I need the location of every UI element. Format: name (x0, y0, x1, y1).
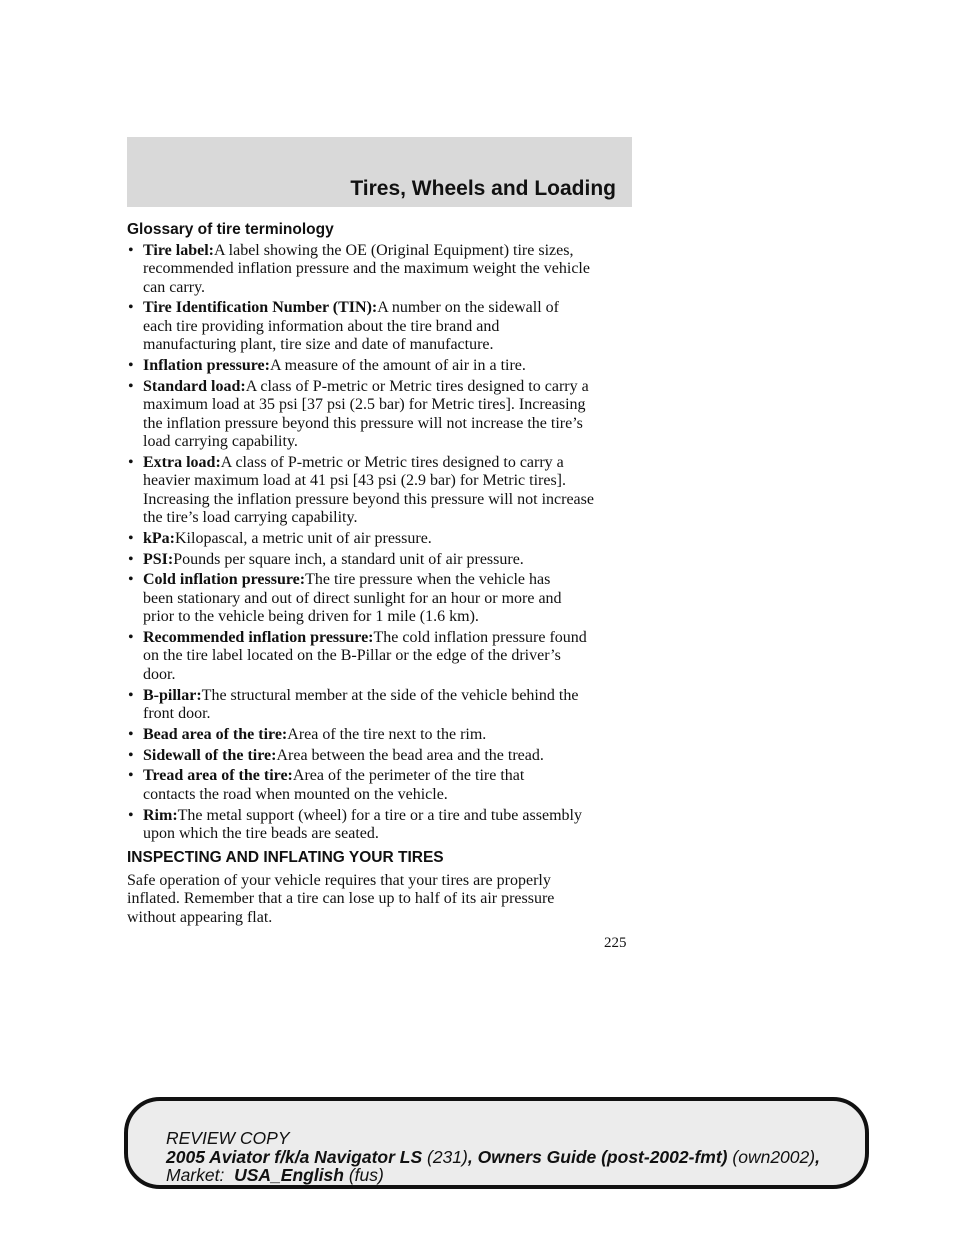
item-line (143, 299, 647, 317)
item-line (143, 726, 647, 744)
glossary-term: Tread area of the tire: (143, 767, 293, 785)
section-title: Tires, Wheels and Loading (350, 177, 616, 200)
bullet-icon: • (128, 571, 134, 589)
item-line (143, 530, 647, 548)
glossary-definition: heavier maximum load at 41 psi [43 psi (2.9 bar) for Metric tires]. (143, 472, 566, 490)
glossary-term: Recommended inflation pressure: (143, 629, 374, 647)
glossary-definition: A class of P-metric or Metric tires designed to carry a (245, 377, 589, 395)
glossary-definition: upon which the tire beads are seated. (143, 825, 379, 843)
bullet-icon: • (128, 550, 134, 568)
glossary-item (127, 767, 647, 804)
glossary-definition: been stationary and out of direct sunlight for an hour or more and (143, 589, 562, 607)
glossary-definition: Area of the perimeter of the tire that (292, 767, 525, 785)
item-line (143, 825, 647, 843)
glossary-item (127, 357, 647, 375)
bullet-icon: • (128, 241, 134, 259)
glossary-term: Sidewall of the tire: (143, 746, 277, 764)
item-line (143, 433, 647, 451)
glossary-item (127, 551, 647, 569)
footer-guide: Owners Guide (post-2002-fmt) (477, 1147, 728, 1167)
glossary-list (127, 242, 647, 844)
item-line (143, 666, 647, 684)
bullet-icon: • (128, 806, 134, 824)
bullet-icon: • (128, 453, 134, 471)
item-line (143, 551, 647, 569)
item-line (143, 705, 647, 723)
glossary-definition: A class of P-metric or Metric tires designed to carry a (220, 453, 564, 471)
glossary-definition: The metal support (wheel) for a tire or a tire and tube assembly (177, 806, 582, 824)
item-line (143, 590, 647, 608)
glossary-definition: on the tire label located on the B-Pillar or the edge of the driver’s (143, 647, 561, 665)
glossary-term: Standard load: (143, 377, 246, 395)
inspecting-heading: INSPECTING AND INFLATING YOUR TIRES (127, 849, 444, 867)
glossary-definition: front door. (143, 705, 211, 723)
item-line (143, 242, 647, 260)
item-line (143, 378, 647, 396)
glossary-definition: the inflation pressure beyond this pressure will not increase the tire’s (143, 414, 583, 432)
glossary-term: kPa: (143, 529, 175, 547)
item-line (143, 357, 647, 375)
glossary-definition: The tire pressure when the vehicle has (305, 571, 551, 589)
paragraph-line: without appearing flat. (127, 908, 273, 926)
review-copy-label: REVIEW COPY (166, 1128, 290, 1148)
item-line (143, 336, 647, 354)
item-line (143, 747, 647, 765)
glossary-term: Rim: (143, 806, 178, 824)
bullet-icon: • (128, 377, 134, 395)
item-line (143, 279, 647, 297)
item-line (143, 687, 647, 705)
glossary-definition: Area between the bead area and the tread. (276, 746, 544, 764)
item-line (143, 571, 647, 589)
bullet-icon: • (128, 357, 134, 375)
glossary-definition: door. (143, 665, 176, 683)
item-line (143, 396, 647, 414)
inspecting-paragraph (127, 872, 647, 927)
bullet-icon: • (128, 767, 134, 785)
glossary-term: Tire Identification Number (TIN): (143, 299, 378, 317)
glossary-definition: A label showing the OE (Original Equipment) tire sizes, (213, 241, 574, 259)
bullet-icon: • (128, 299, 134, 317)
glossary-term: Inflation pressure: (143, 357, 270, 375)
glossary-term: Bead area of the tire: (143, 725, 288, 743)
glossary-item (127, 530, 647, 548)
glossary-term: Cold inflation pressure: (143, 571, 306, 589)
glossary-definition: maximum load at 35 psi [37 psi (2.5 bar) for Metric tires]. Increasing (143, 396, 586, 414)
item-line (143, 629, 647, 647)
glossary-item (127, 242, 647, 297)
section-header-band (127, 137, 632, 207)
item-line (143, 767, 647, 785)
bullet-icon: • (128, 746, 134, 764)
footer-document-line (166, 1148, 820, 1166)
footer-guide-code: (own2002) (732, 1147, 816, 1167)
glossary-item (127, 299, 647, 354)
glossary-item (127, 726, 647, 744)
item-line (143, 491, 647, 509)
footer-market-code: (fus) (348, 1165, 384, 1185)
page-content (127, 221, 647, 927)
footer-market-label: Market: (166, 1165, 225, 1185)
item-line (143, 260, 647, 278)
glossary-item (127, 629, 647, 684)
footer-comma: , (467, 1147, 473, 1167)
glossary-definition: The cold inflation pressure found (373, 629, 587, 647)
glossary-definition: load carrying capability. (143, 433, 298, 451)
glossary-definition: Kilopascal, a metric unit of air pressure. (175, 529, 432, 547)
glossary-definition: contacts the road when mounted on the vehicle. (143, 785, 448, 803)
glossary-definition: Pounds per square inch, a standard unit of air pressure. (173, 550, 524, 568)
glossary-heading: Glossary of tire terminology (127, 221, 334, 238)
glossary-item (127, 807, 647, 844)
glossary-item (127, 378, 647, 452)
footer-model: 2005 Aviator f/k/a Navigator LS (166, 1147, 423, 1167)
page-number: 225 (604, 935, 627, 951)
paragraph-line: Safe operation of your vehicle requires that your tires are properly (127, 871, 551, 889)
bullet-icon: • (128, 725, 134, 743)
bullet-icon: • (128, 529, 134, 547)
item-line (143, 454, 647, 472)
glossary-definition: A number on the sidewall of (377, 299, 559, 317)
item-line (143, 608, 647, 626)
glossary-definition: the tire’s load carrying capability. (143, 509, 358, 527)
glossary-definition: recommended inflation pressure and the maximum weight the vehicle (143, 260, 590, 278)
glossary-item (127, 571, 647, 626)
glossary-item (127, 687, 647, 724)
glossary-definition: prior to the vehicle being driven for 1 mile (1.6 km). (143, 608, 479, 626)
glossary-definition: manufacturing plant, tire size and date of manufacture. (143, 336, 494, 354)
item-line (143, 415, 647, 433)
item-line (143, 647, 647, 665)
glossary-item (127, 747, 647, 765)
review-copy-footer (124, 1097, 869, 1189)
bullet-icon: • (128, 686, 134, 704)
glossary-definition: Increasing the inflation pressure beyond this pressure will not increase (143, 490, 594, 508)
glossary-definition: Area of the tire next to the rim. (287, 725, 487, 743)
glossary-term: Tire label: (143, 241, 214, 259)
glossary-item (127, 454, 647, 528)
glossary-definition: A measure of the amount of air in a tire. (269, 357, 526, 375)
item-line (143, 807, 647, 825)
item-line (143, 786, 647, 804)
item-line (143, 509, 647, 527)
item-line (143, 318, 647, 336)
item-line (143, 472, 647, 490)
glossary-term: B-pillar: (143, 686, 202, 704)
footer-market-line (166, 1166, 384, 1184)
glossary-term: PSI: (143, 550, 174, 568)
footer-model-code: (231) (427, 1147, 468, 1167)
glossary-definition: can carry. (143, 278, 206, 296)
glossary-term: Extra load: (143, 453, 221, 471)
footer-comma: , (815, 1147, 820, 1167)
bullet-icon: • (128, 629, 134, 647)
glossary-definition: each tire providing information about the tire brand and (143, 317, 500, 335)
glossary-definition: The structural member at the side of the vehicle behind the (201, 686, 579, 704)
footer-market: USA_English (234, 1165, 344, 1185)
paragraph-line: inflated. Remember that a tire can lose up to half of its air pressure (127, 890, 555, 908)
